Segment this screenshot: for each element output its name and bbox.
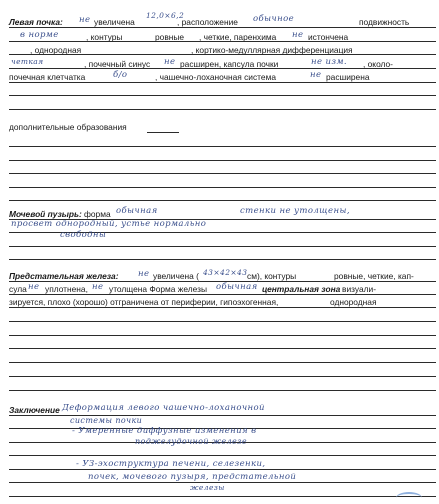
form-rule xyxy=(9,307,436,308)
cmd-label: , кортико-медуллярная дифференциация xyxy=(191,45,353,55)
form-rule xyxy=(9,246,436,247)
bladder-heading: Мочевой пузырь: xyxy=(9,209,82,219)
enlarged-handwriting: не xyxy=(79,15,91,25)
form-rule xyxy=(9,496,436,497)
prostate-enlarged-handwriting: не xyxy=(138,269,150,279)
conclusion-handwriting-line6: почек, мочевого пузыря, предстательной xyxy=(88,472,297,482)
form-rule xyxy=(147,132,179,133)
bladder-form-label: форма xyxy=(84,209,111,219)
bladder-walls-handwriting: стенки не утолщены, xyxy=(240,206,350,216)
additional-formations-label: дополнительные образования xyxy=(9,122,127,132)
form-rule xyxy=(9,321,436,322)
form-rule xyxy=(9,95,436,96)
prostate-thickened-handwriting-1: не xyxy=(28,282,40,292)
prostate-contours-label: ровные, четкие, кап- xyxy=(334,271,414,281)
bladder-handwriting-line3: свободны xyxy=(60,230,107,240)
prostate-enlarged-label: увеличена ( xyxy=(153,271,199,281)
prostate-thickened-handwriting-2: не xyxy=(92,282,104,292)
conclusion-handwriting-line2: системы почки xyxy=(70,416,143,425)
stamp-edge-icon xyxy=(396,492,422,504)
form-rule xyxy=(9,109,436,110)
position-label: , расположение xyxy=(177,17,238,27)
form-rule xyxy=(9,259,436,260)
contours-label: , контуры xyxy=(86,32,123,42)
form-rule xyxy=(9,68,436,69)
collecting-system-label: , чашечно-лоханочная система xyxy=(155,72,276,82)
form-rule xyxy=(9,469,436,470)
conclusion-handwriting-line4: поджелудочной железе xyxy=(135,437,247,446)
fat-handwriting: б/о xyxy=(113,70,128,80)
contours-option-even: ровные xyxy=(155,32,185,42)
fat-label: почечная клетчатка xyxy=(9,72,86,82)
conclusion-label: Заключение xyxy=(9,405,60,415)
prostate-thickened-label-1: уплотнена, xyxy=(45,284,88,294)
form-rule xyxy=(9,187,436,188)
position-handwriting: обычное xyxy=(253,14,295,24)
form-rule xyxy=(9,200,436,201)
form-rule xyxy=(9,82,436,83)
visualized-label: визуали- xyxy=(342,284,376,294)
prostate-thickened-label-2: утолщена Форма железы xyxy=(109,284,207,294)
prostate-form-handwriting: обычная xyxy=(216,282,258,292)
prostate-line3: зируется, плохо (хорошо) отграничена от периферии, гипоэхогенная, xyxy=(9,297,279,307)
collecting-system-handwriting: не xyxy=(310,70,322,80)
conclusion-handwriting-line3: - Умеренные диффузные изменения в xyxy=(72,426,257,436)
prostate-capsule-label: сула xyxy=(9,284,27,294)
enlarged-label: увеличена xyxy=(94,17,135,27)
capsule-handwriting: не изм. xyxy=(311,57,347,67)
thinned-label: истончена xyxy=(308,32,349,42)
contours-option-clear: , четкие, паренхима xyxy=(199,32,277,42)
form-rule xyxy=(9,455,436,456)
form-rule xyxy=(9,54,436,55)
bladder-form-handwriting: обычная xyxy=(116,206,158,216)
conclusion-handwriting-line5: - УЗ-эхоструктура печени, селезенки, xyxy=(76,459,266,469)
form-rule xyxy=(9,27,436,28)
thinned-handwriting: не xyxy=(292,30,304,40)
collecting-system-widened-label: расширена xyxy=(326,72,370,82)
cmd-handwriting: четкая xyxy=(11,57,44,66)
central-zone-label: центральная зона xyxy=(262,284,341,294)
sinus-label: , почечный синус xyxy=(84,59,151,69)
form-rule xyxy=(9,160,436,161)
form-rule xyxy=(9,376,436,377)
prostate-homogeneous-label: однородная xyxy=(330,297,377,307)
form-rule xyxy=(9,348,436,349)
form-rule xyxy=(9,390,436,391)
form-rule xyxy=(9,362,436,363)
form-rule xyxy=(9,294,436,295)
prostate-dimensions-handwriting: 43×42×43 xyxy=(203,268,248,277)
conclusion-handwriting-line7: железы xyxy=(190,483,225,492)
prostate-heading: Предстательная железа: xyxy=(9,271,119,281)
mobility-handwriting: в норме xyxy=(20,30,59,40)
sinus-handwriting: не xyxy=(164,57,176,67)
mobility-label: подвижность xyxy=(359,17,410,27)
conclusion-handwriting-line1: Деформация левого чашечно-лоханочной xyxy=(62,403,265,413)
prostate-cm-label: см), контуры xyxy=(247,271,297,281)
form-rule xyxy=(9,41,436,42)
perirenal-label: , около- xyxy=(363,59,393,69)
form-rule xyxy=(9,146,436,147)
bladder-handwriting-line2: просвет однородный, устье нормально xyxy=(11,219,207,229)
homogeneous-label: , однородная xyxy=(30,45,82,55)
left-kidney-heading: Левая почка: xyxy=(9,17,63,27)
form-rule xyxy=(9,335,436,336)
sinus-widened-label: расширен, капсула почки xyxy=(180,59,279,69)
kidney-size-handwriting: 12,0×6,2 xyxy=(146,11,185,20)
form-rule xyxy=(9,173,436,174)
